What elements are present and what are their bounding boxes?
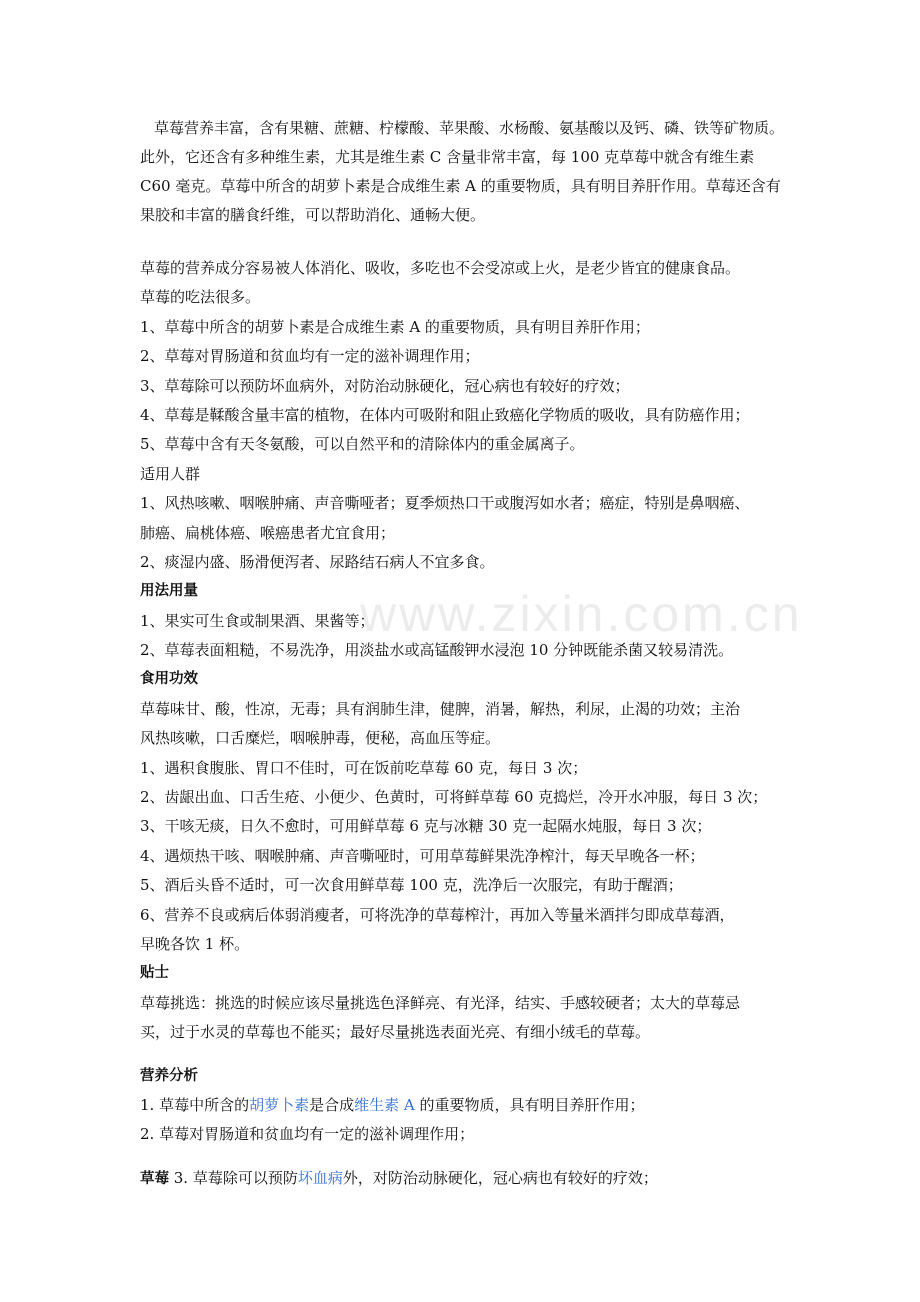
efficacy-line: 5、酒后头昏不适时，可一次食用鲜草莓 100 克，洗净后一次服完，有助于醒酒； <box>140 876 683 895</box>
benefit-item: 3、草莓除可以预防坏血病外，对防治动脉硬化，冠心病也有较好的疗效； <box>140 376 630 395</box>
nutrition-item-1 <box>140 1091 788 1120</box>
benefit-item: 5、草莓中含有天冬氨酸，可以自然平和的清除体内的重金属离子。 <box>140 435 585 454</box>
benefits-line: 草莓的吃法很多。 <box>140 288 261 307</box>
efficacy-line: 风热咳嗽，口舌糜烂，咽喉肿毒，便秘，高血压等症。 <box>140 729 501 748</box>
spacer <box>140 1150 788 1164</box>
suitable-title: 适用人群 <box>140 464 201 483</box>
suitable-line: 肺癌、扁桃体癌、喉癌患者尤宜食用； <box>140 523 396 542</box>
benefit-item: 1、草莓中所含的胡萝卜素是合成维生素 A 的重要物质，具有明目养肝作用； <box>140 317 650 336</box>
efficacy-line: 1、遇积食腹胀、胃口不佳时，可在饭前吃草莓 60 克，每日 3 次； <box>140 758 588 777</box>
efficacy-line: 草莓味甘、酸，性凉，无毒；具有润肺生津，健脾，消暑，解热，利尿，止渴的功效；主治 <box>140 699 741 718</box>
usage-heading: 用法用量 <box>140 583 198 600</box>
strawberry-bold-label: 草莓 <box>140 1170 169 1187</box>
efficacy-line: 3、干咳无痰，日久不愈时，可用鲜草莓 6 克与冰糖 30 克一起隔水炖服，每日 3 次； <box>140 817 712 836</box>
efficacy-heading: 食用功效 <box>140 671 198 688</box>
nutrition-text: 1. 草莓中所含的 <box>140 1095 250 1114</box>
nutrition-item-3 <box>140 1164 788 1193</box>
efficacy-line: 2、齿龈出血、口舌生疮、小便少、色黄时，可将鲜草莓 60 克捣烂，冷开水冲服，每日 3 次； <box>140 788 768 807</box>
intro-paragraph: 草莓营养丰富，含有果糖、蔗糖、柠檬酸、苹果酸、水杨酸、氨基酸以及钙、磷、铁等矿物质。此外，它还含有多种维生素，尤其是维生素 C 含量非常丰富，每 100 克草莓中就含有维生素 C60 毫克。草莓中所含的胡萝卜素是合成维生素 A 的重要物质，具有明目养肝作用。草莓还含有果胶和丰富的膳食纤维，可以帮助消化、通畅大便。 <box>140 119 785 224</box>
watermark: www.zixin.com.cn <box>360 586 803 642</box>
carotene-link[interactable]: 胡萝卜素 <box>249 1095 310 1114</box>
suitable-line: 2、痰湿内盛、肠滑便泻者、尿路结石病人不宜多食。 <box>140 552 495 571</box>
efficacy-line: 早晚各饮 1 杯。 <box>140 934 250 953</box>
benefit-item: 2、草莓对胃肠道和贫血均有一定的滋补调理作用； <box>140 347 480 366</box>
nutrition-text: 的重要物质，具有明目养肝作用； <box>414 1095 645 1114</box>
suitable-line: 1、风热咳嗽、咽喉肿痛、声音嘶哑者；夏季烦热口干或腹泻如水者；癌症，特别是鼻咽癌、 <box>140 494 750 513</box>
scurvy-link[interactable]: 坏血病 <box>297 1168 343 1187</box>
tips-heading: 贴士 <box>140 965 169 982</box>
nutrition-item-2: 2. 草莓对胃肠道和贫血均有一定的滋补调理作用； <box>140 1125 475 1144</box>
document-page <box>140 114 788 1193</box>
tips-line: 买，过于水灵的草莓也不能买；最好尽量挑选表面光亮、有细小绒毛的草莓。 <box>140 1023 651 1042</box>
benefit-item: 4、草莓是鞣酸含量丰富的植物，在体内可吸附和阻止致癌化学物质的吸收，具有防癌作用； <box>140 405 750 424</box>
nutrition-text: 3. 草莓除可以预防 <box>169 1168 298 1187</box>
efficacy-line: 4、遇烦热干咳、咽喉肿痛、声音嘶哑时，可用草莓鲜果洗净榨汁，每天早晚各一杯； <box>140 846 705 865</box>
spacer <box>140 230 788 254</box>
tips-line: 草莓挑选：挑选的时候应该尽量挑选色泽鲜亮、有光泽，结实、手感较硬者；太大的草莓忌 <box>140 993 741 1012</box>
nutrition-text: 外，对防治动脉硬化，冠心病也有较好的疗效； <box>342 1168 658 1187</box>
efficacy-line: 6、营养不良或病后体弱消瘦者，可将洗净的草莓榨汁，再加入等量米酒拌匀即成草莓酒， <box>140 905 735 924</box>
nutrition-heading: 营养分析 <box>140 1067 198 1084</box>
vitamin-a-link[interactable]: 维生素 A <box>354 1095 415 1114</box>
spacer <box>140 1048 788 1062</box>
benefits-line: 草莓的营养成分容易被人体消化、吸收，多吃也不会受凉或上火，是老少皆宜的健康食品。 <box>140 259 741 277</box>
usage-line: 2、草莓表面粗糙，不易洗净，用淡盐水或高锰酸钾水浸泡 10 分钟既能杀菌又较易清洗。 <box>140 641 734 660</box>
nutrition-text: 是合成 <box>309 1095 355 1114</box>
usage-line: 1、果实可生食或制果酒、果酱等； <box>140 611 375 630</box>
